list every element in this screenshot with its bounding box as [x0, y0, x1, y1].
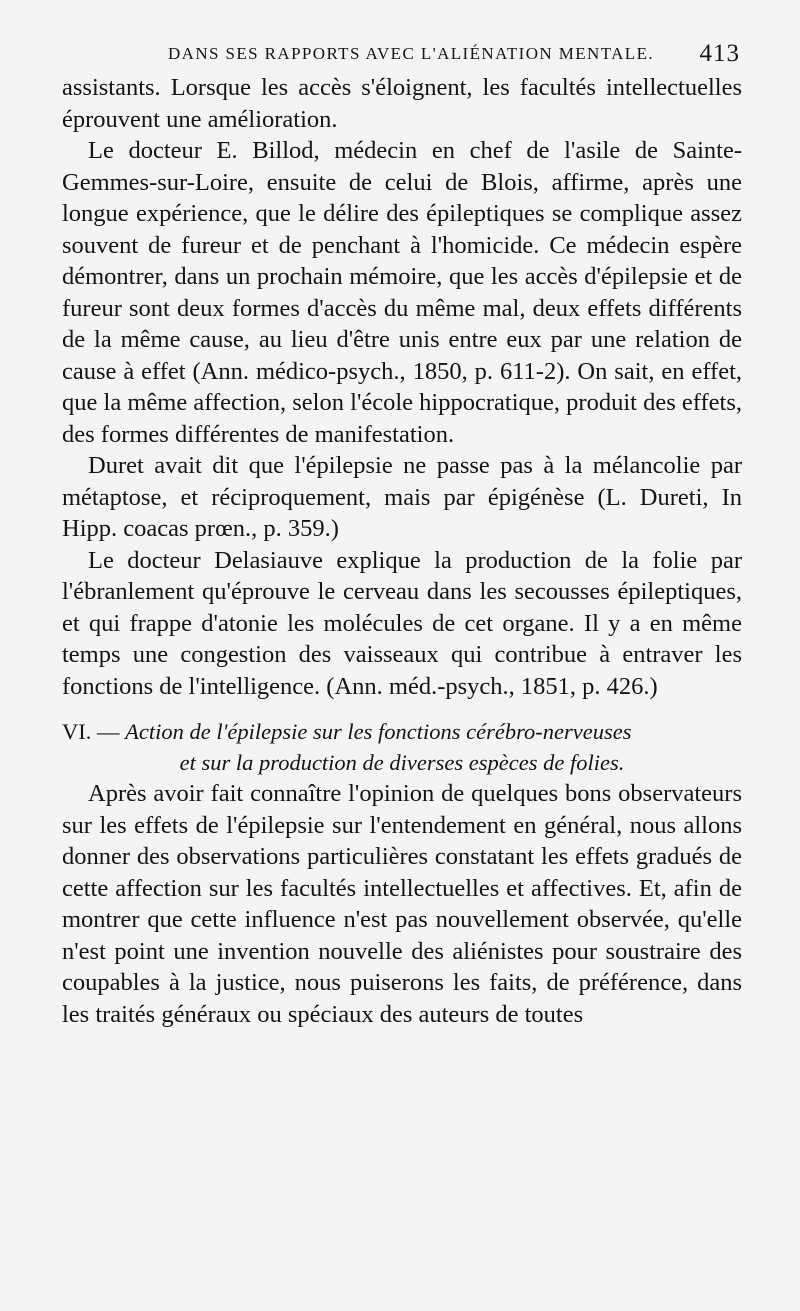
section-number: VI. — — [62, 719, 120, 744]
paragraph-4: Le docteur Delasiauve explique la production de la folie par l'ébranlement qu'éprouve le cerveau dans les secousses épileptiques, et qui frappe d'atonie les molécules de cet organe. Il y a en même temps une congestion des vaisseaux qui contribue à entraver les fonctions de l'intelligence. (Ann. méd.-psych., 1851, p. 426.) — [62, 546, 742, 700]
page-number: 413 — [699, 40, 740, 67]
paragraph-5: Après avoir fait connaître l'opinion de quelques bons observateurs sur les effets de l'épilepsie sur l'entendement en général, nous allons donner des observations particulières constatant les effets gradués de cette affection sur les facultés intellectuelles et affectives. Et, afin de montrer que cette influence n'est pas nouvellement observée, qu'elle n'est point une invention nouvelle des aliénistes pour soustraire des coupables à la justice, nous puiserons les faits, de préférence, dans les traités généraux ou spéciaux des auteurs de toutes — [62, 780, 742, 1028]
paragraph-3: Duret avait dit que l'épilepsie ne passe pas à la mélancolie par métaptose, et réciproquement, mais par épigénèse (L. Dureti, In Hipp. coacas prœn., p. 359.) — [62, 452, 742, 542]
paragraph-2: Le docteur E. Billod, médecin en chef de l'asile de Sainte-Gemmes-sur-Loire, ensuite de celui de Blois, affirme, après une longue expérience, que le délire des épileptiques se complique assez souvent de fureur et de penchant à l'homicide. Ce médecin espère démontrer, dans un prochain mémoire, que les accès d'épilepsie et de fureur sont deux formes d'accès du même mal, deux effets différents de la même cause, au lieu d'être unis entre eux par une relation de cause à effet (Ann. médico-psych., 1850, p. 611-2). On sait, en effet, que la même affection, selon l'école hippocratique, produit des effets, des formes différentes de manifestation. — [62, 137, 742, 448]
body-text — [62, 72, 742, 1030]
section-title-line-1: Action de l'épilepsie sur les fonctions cérébro-nerveuses — [125, 719, 632, 744]
running-title: DANS SES RAPPORTS AVEC L'ALIÉNATION MENTALE. — [167, 44, 655, 63]
paragraph-1: assistants. Lorsque les accès s'éloignent, les facultés intellectuelles éprouvent une amélioration. — [62, 74, 742, 133]
section-title-line-2: et sur la production de diverses espèces de folies. — [179, 750, 625, 775]
page-header — [62, 36, 742, 72]
section-heading — [62, 716, 742, 778]
section-heading-line-1 — [62, 716, 742, 747]
